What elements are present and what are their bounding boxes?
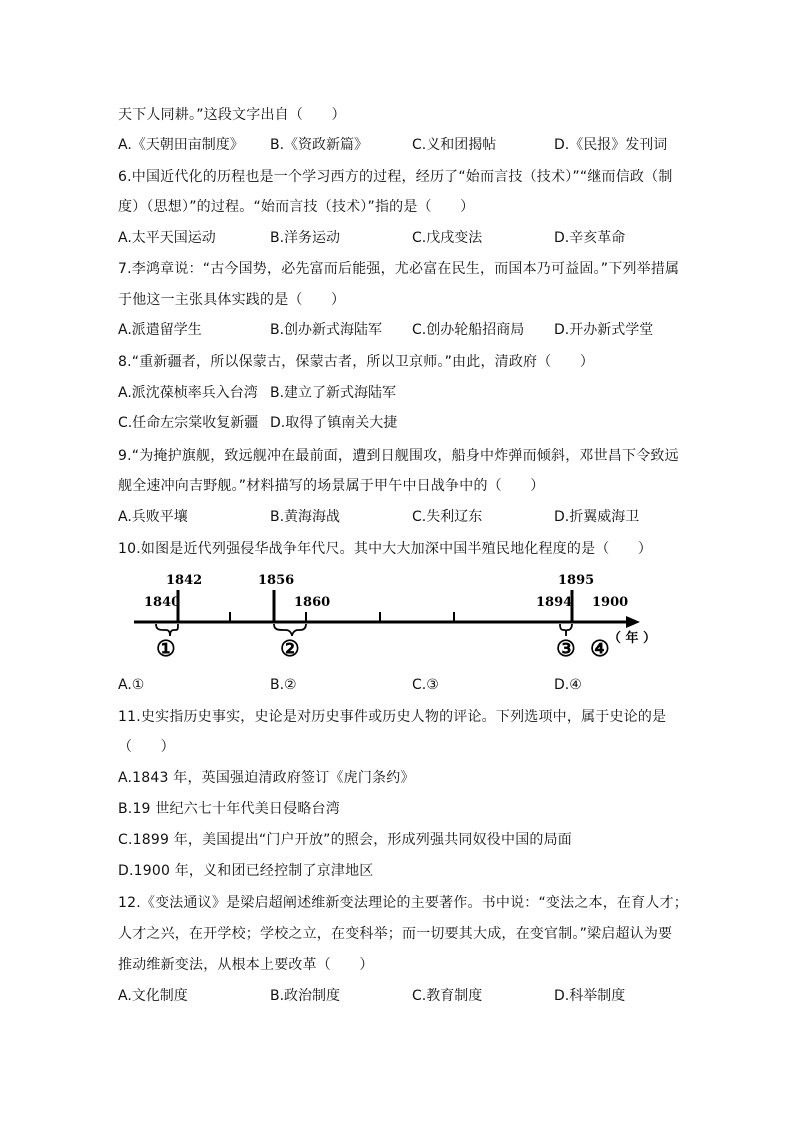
timeline-arrow — [626, 616, 640, 628]
option-d[interactable]: D.折翼威海卫 — [554, 509, 640, 525]
question-5-tail: 天下人同耕。”这段文字出自（ ） — [118, 107, 346, 123]
option-a[interactable]: A.派沈葆桢率兵入台湾 — [118, 385, 258, 401]
option-b[interactable]: B.政治制度 — [270, 988, 341, 1004]
question-9-stem-line-1: 9.“为掩护旗舰，致远舰冲在最前面，遭到日舰围攻，船身中炸弹而倾斜，邓世昌下令致远 — [118, 448, 679, 464]
question-6-stem-line-1: 6.中国近代化的历程也是一个学习西方的过程，经历了“始而言技（技术）”“继而信政（制 — [118, 169, 673, 185]
marker-2: ② — [280, 636, 300, 662]
option-b[interactable]: B.洋务运动 — [270, 230, 341, 246]
option-d[interactable]: D.④ — [554, 677, 582, 693]
option-c[interactable]: C.失利辽东 — [412, 509, 483, 525]
option-d[interactable]: D.取得了镇南关大捷 — [270, 415, 398, 431]
year-label-1840: 1840 — [144, 595, 181, 610]
question-7-options — [118, 320, 678, 340]
option-d[interactable]: D.开办新式学堂 — [554, 322, 654, 338]
question-6-options — [118, 228, 678, 248]
option-a[interactable]: A.派遣留学生 — [118, 322, 202, 338]
question-12-options — [118, 986, 678, 1006]
year-label-1894: 1894 — [536, 595, 573, 610]
option-a[interactable]: A.太平天国运动 — [118, 230, 216, 246]
option-a[interactable]: A.① — [118, 677, 145, 693]
question-12-stem-line-1: 12.《变法通议》是梁启超阐述维新变法理论的主要著作。书中说：“变法之本，在育人才； — [118, 895, 688, 911]
option-c[interactable]: C.任命左宗棠收复新疆 — [118, 415, 259, 431]
timeline-diagram — [118, 566, 678, 672]
marker-4: ④ — [590, 636, 610, 662]
question-8-options-row-2 — [118, 413, 678, 433]
year-label-1856: 1856 — [258, 573, 295, 588]
option-a[interactable]: A.1843 年，英国强迫清政府签订《虎门条约》 — [118, 770, 415, 786]
option-c[interactable]: C.教育制度 — [412, 988, 483, 1004]
marker-3: ③ — [556, 636, 576, 662]
option-c[interactable]: C.1899 年，美国提出“门户开放”的照会，形成列强共同奴役中国的局面 — [118, 832, 573, 848]
question-9-stem-line-2: 舰全速冲向吉野舰。”材料描写的场景属于甲午中日战争中的（ ） — [118, 478, 545, 494]
question-12-stem-line-3: 推动维新变法，从根本上要改革（ ） — [118, 957, 374, 973]
question-6-stem-line-2: 度）（思想）”的过程。“始而言技（技术）”指的是（ ） — [118, 199, 475, 215]
option-c[interactable]: C.创办轮船招商局 — [412, 322, 525, 338]
option-d[interactable]: D.1900 年，义和团已经控制了京津地区 — [118, 863, 374, 879]
question-8-options-row-1 — [118, 383, 678, 403]
question-11-stem-line-1: 11.史实指历史事实，史论是对历史事件或历史人物的评论。下列选项中，属于史论的是 — [118, 709, 667, 725]
question-8-stem: 8.“重新疆者，所以保蒙古，保蒙古者，所以卫京师。”由此，清政府（ ） — [118, 354, 595, 370]
question-10-options — [118, 675, 678, 695]
option-d[interactable]: D.辛亥革命 — [554, 230, 626, 246]
option-a[interactable]: A.《天朝田亩制度》 — [118, 137, 244, 153]
brace-1840-1842 — [156, 624, 178, 636]
question-7-stem-line-2: 于他这一主张具体实践的是（ ） — [118, 292, 346, 308]
question-12-stem-line-2: 人才之兴，在开学校；学校之立，在变科举；而一切要其大成，在变官制。”梁启超认为要 — [118, 926, 673, 942]
year-label-1900: 1900 — [592, 595, 629, 610]
question-9-options — [118, 507, 678, 527]
option-d[interactable]: D.《民报》发刊词 — [554, 137, 668, 153]
option-c[interactable]: C.义和团揭帖 — [412, 137, 497, 153]
question-5-options — [118, 135, 678, 155]
option-a[interactable]: A.兵败平壤 — [118, 509, 188, 525]
option-c[interactable]: C.戊戌变法 — [412, 230, 483, 246]
option-b[interactable]: B.《资政新篇》 — [270, 137, 369, 153]
option-b[interactable]: B.19 世纪六七十年代美日侵略台湾 — [118, 801, 340, 817]
year-label-1842: 1842 — [166, 573, 203, 588]
unit-label: （ 年 ） — [608, 631, 657, 646]
brace-1894-1895 — [560, 624, 572, 636]
option-b[interactable]: B.创办新式海陆军 — [270, 322, 383, 338]
year-label-1860: 1860 — [294, 595, 331, 610]
option-b[interactable]: B.建立了新式海陆军 — [270, 385, 397, 401]
option-c[interactable]: C.③ — [412, 677, 439, 693]
option-b[interactable]: B.② — [270, 677, 297, 693]
question-7-stem-line-1: 7.李鸿章说：“古今国势，必先富而后能强，尤必富在民生，而国本乃可益固。”下列举措属 — [118, 261, 680, 277]
marker-1: ① — [156, 636, 176, 662]
option-a[interactable]: A.文化制度 — [118, 988, 188, 1004]
year-label-1895: 1895 — [558, 573, 595, 588]
brace-1856-1860 — [274, 624, 306, 636]
question-11-stem-line-2: （ ） — [118, 739, 175, 755]
option-d[interactable]: D.科举制度 — [554, 988, 626, 1004]
question-10-stem: 10.如图是近代列强侵华战争年代尺。其中大大加深中国半殖民地化程度的是（ ） — [118, 541, 653, 557]
option-b[interactable]: B.黄海海战 — [270, 509, 341, 525]
